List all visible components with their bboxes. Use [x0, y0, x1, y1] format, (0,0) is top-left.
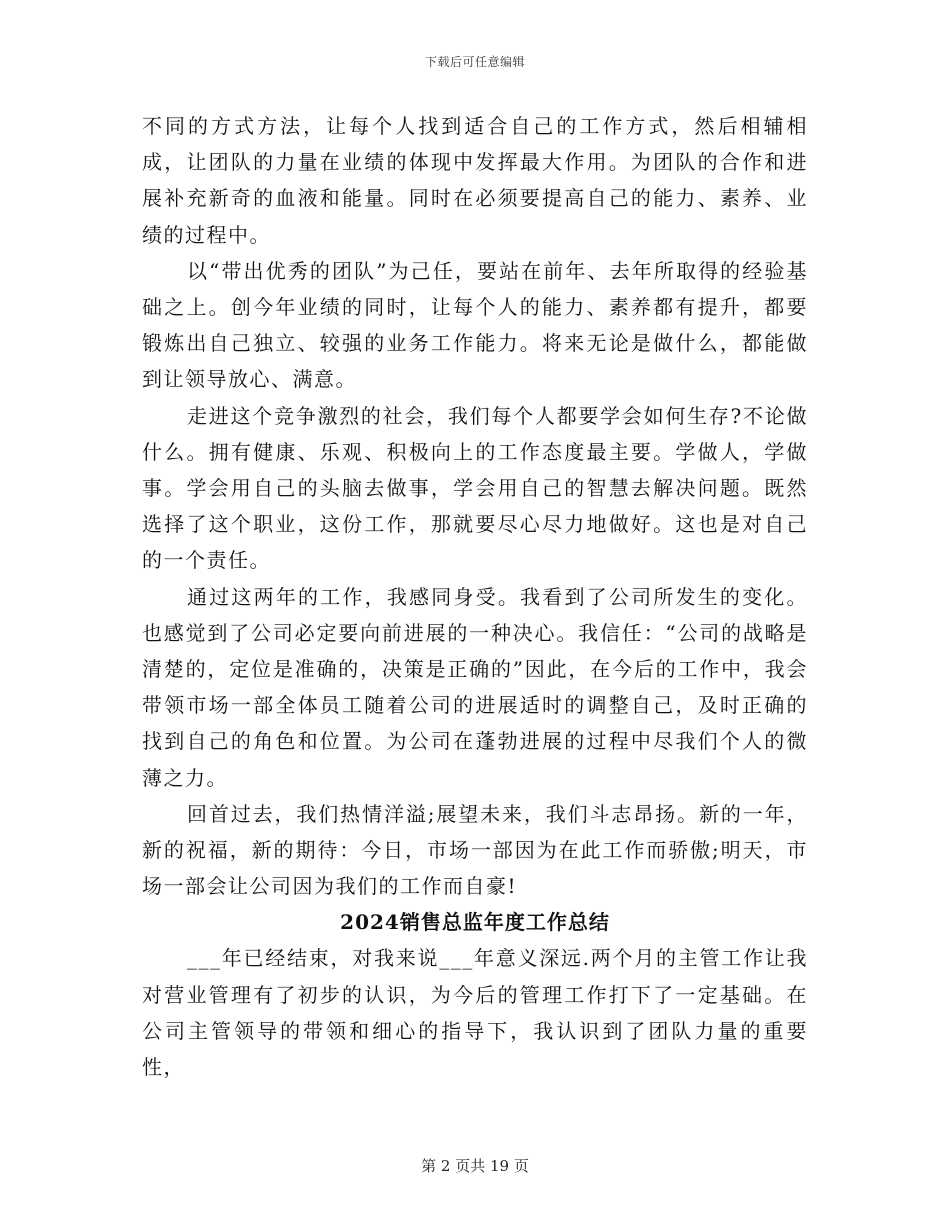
paragraph-society: 走进这个竞争激烈的社会，我们每个人都要学会如何生存?不论做什么。拥有健康、乐观、积极向上的工作态度最主要。学做人，学做事。学会用自己的头脑去做事，学会用自己的智慧去解决问题。既然选择了这个职业，这份工作，那就要尽心尽力地做好。这也是对自己的一个责任。	[142, 403, 808, 573]
paragraph-section-intro: ___年已经结束，对我来说___年意义深远.两个月的主管工作让我对营业管理有了初步的认识，为今后的管理工作打下了一定基础。在公司主管领导的带领和细心的指导下，我认识到了团队力量的重要性，	[142, 946, 808, 1080]
paragraph-team-goal: 以“带出优秀的团队”为己任，要站在前年、去年所取得的经验基础之上。创今年业绩的同时，让每个人的能力、素养都有提升，都要锻炼出自己独立、较强的业务工作能力。将来无论是做什么，都能做到让领导放心、满意。	[142, 258, 808, 392]
page-header: 下载后可任意编辑	[424, 55, 525, 69]
paragraph-company-trust: 通过这两年的工作，我感同身受。我看到了公司所发生的变化。也感觉到了公司必定要向前进展的一种决心。我信任：“公司的战略是清楚的，定位是准确的，决策是正确的”因此，在今后的工作中，我会带领市场一部全体员工随着公司的进展适时的调整自己，及时正确的找到自己的角色和位置。为公司在蓬勃进展的过程中尽我们个人的微薄之力。	[142, 584, 808, 790]
document-body	[142, 108, 808, 1085]
paragraph-looking-back: 回首过去，我们热情洋溢;展望未来，我们斗志昂扬。新的一年，新的祝福，新的期待：今日，市场一部因为在此工作而骄傲;明天，市场一部会让公司因为我们的工作而自豪!	[142, 801, 808, 899]
page-number: 第 2 页共 19 页	[421, 1157, 529, 1175]
paragraph-continuation: 不同的方式方法，让每个人找到适合自己的工作方式，然后相辅相成，让团队的力量在业绩的体现中发挥最大作用。为团队的合作和进展补充新奇的血液和能量。同时在必须要提高自己的能力、素养、业绩的过程中。	[142, 114, 808, 247]
section-title: 2024销售总监年度工作总结	[340, 910, 610, 935]
